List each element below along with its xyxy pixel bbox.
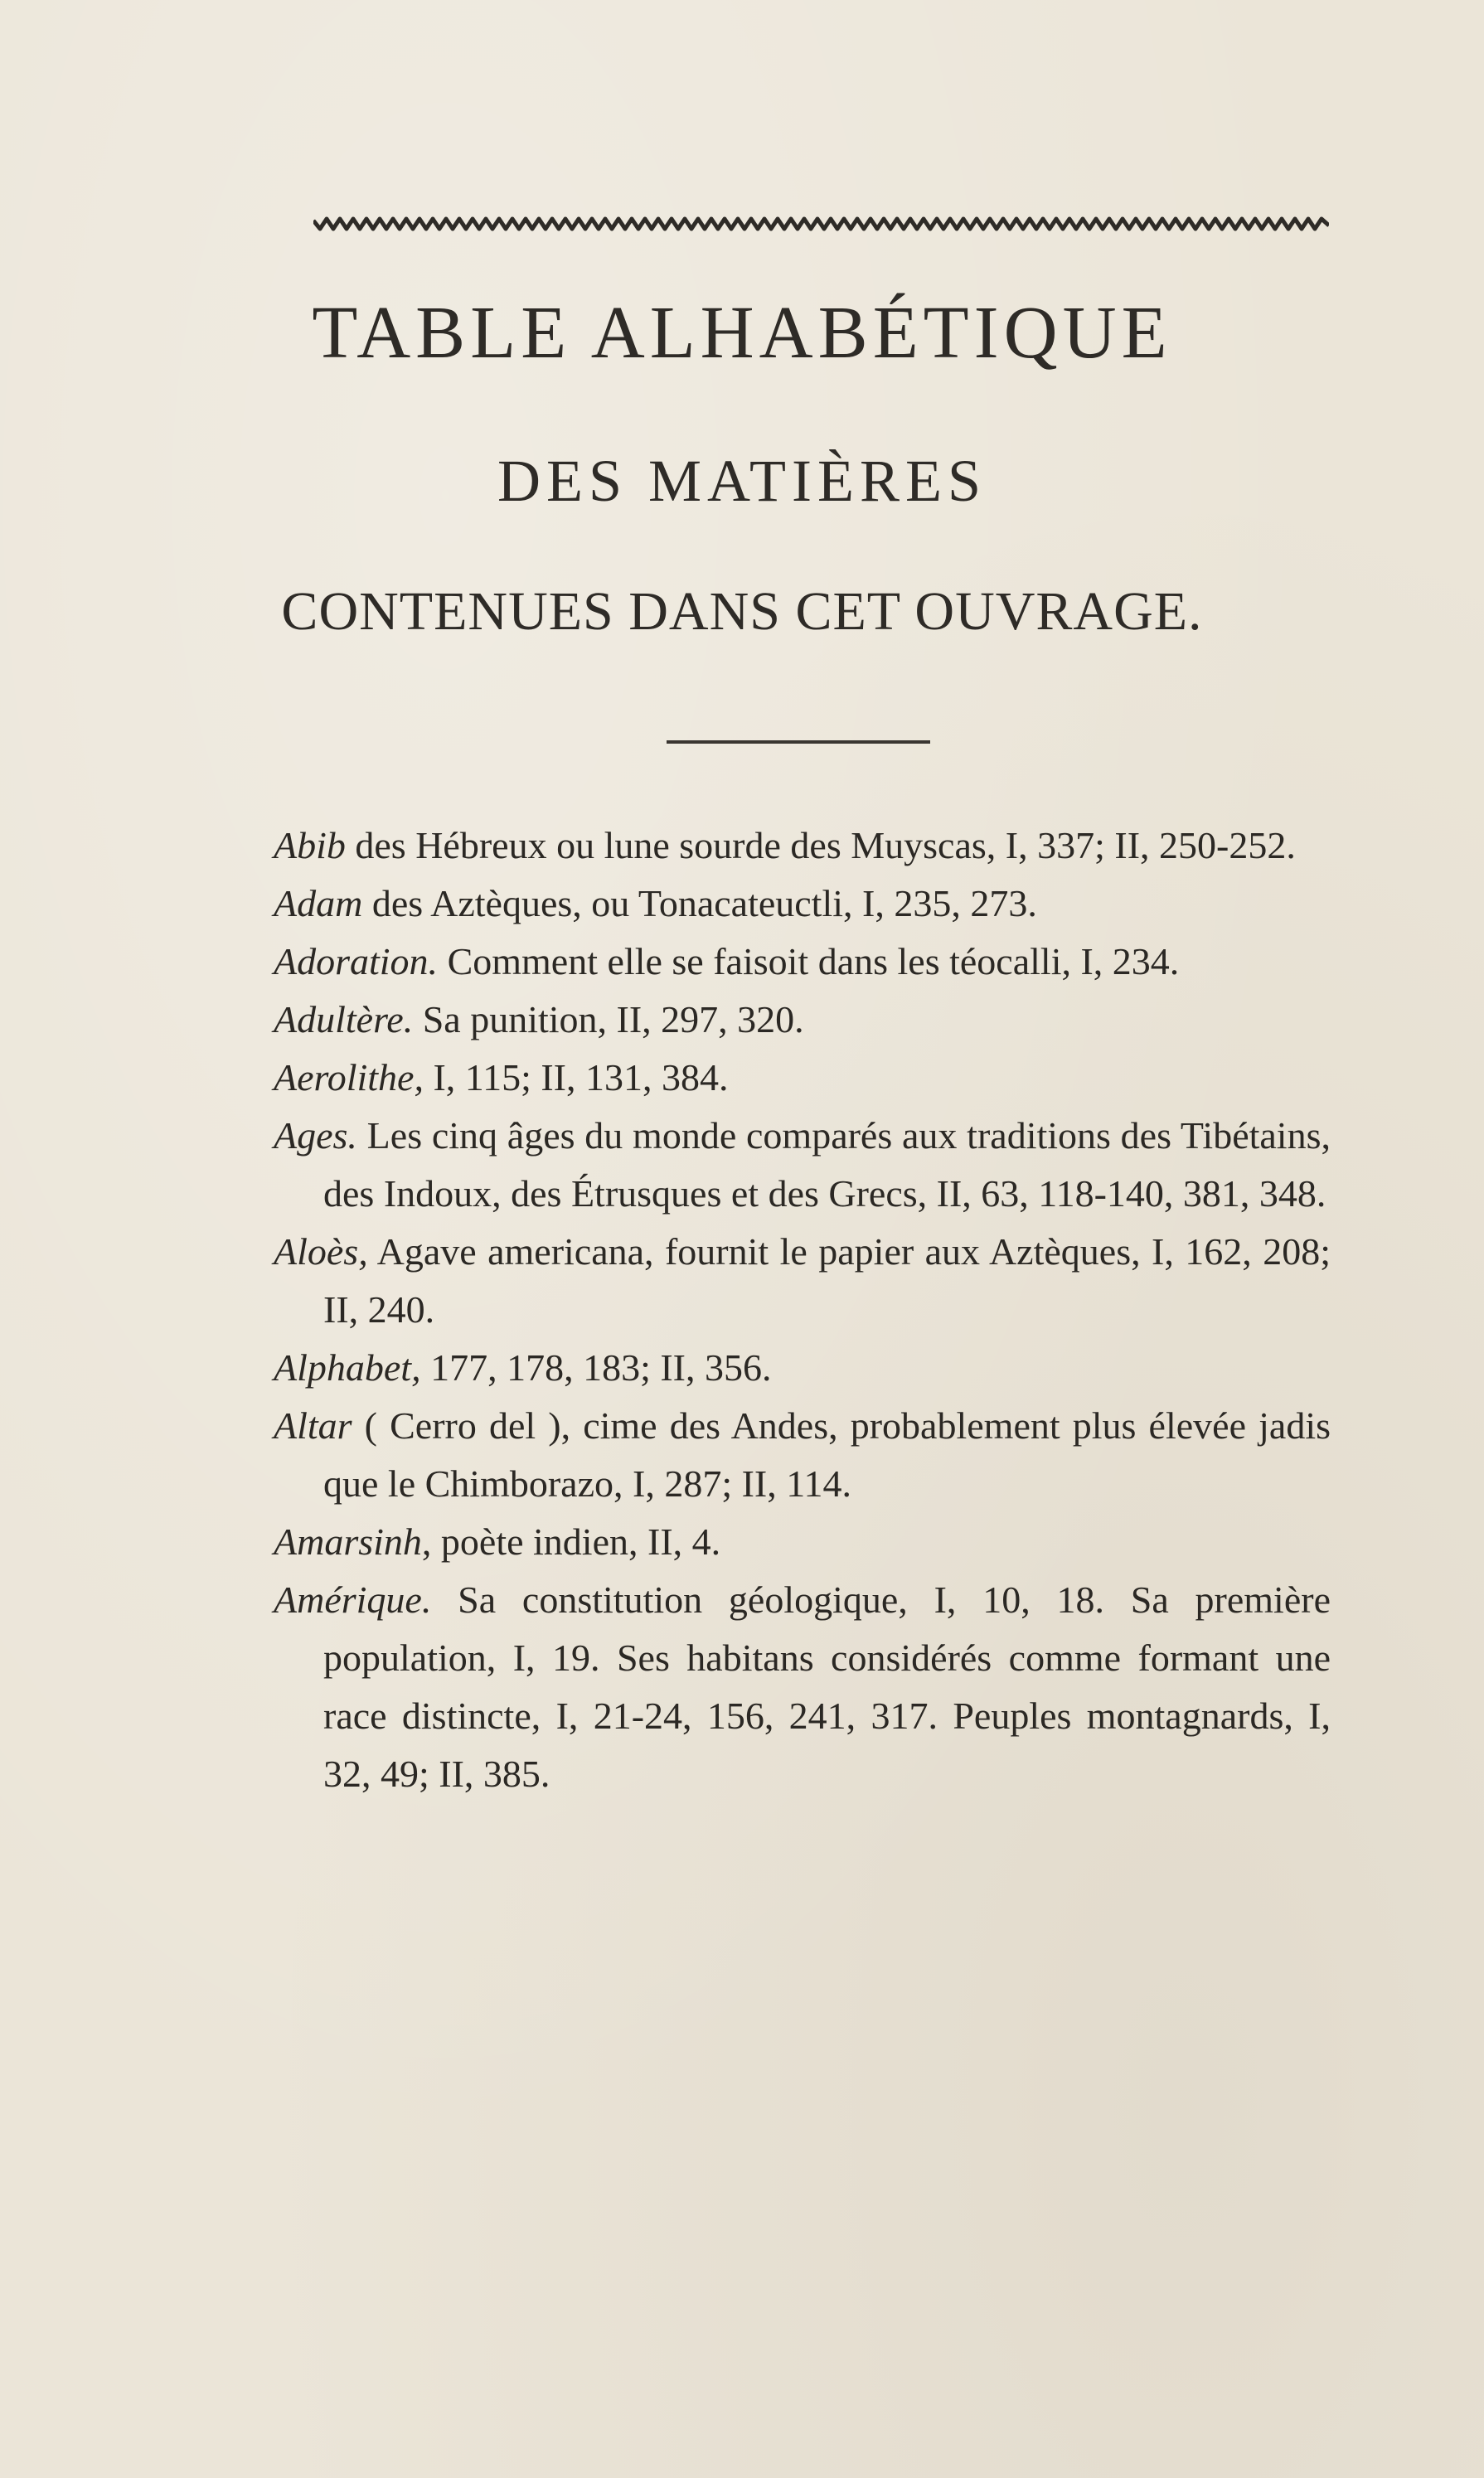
page-subtitle-secondary: CONTENUES DANS CET OUVRAGE. <box>281 581 1203 642</box>
index-entry <box>274 817 1331 875</box>
entry-text: Sa punition, II, 297, 320. <box>413 998 804 1040</box>
entry-text: I, 115; II, 131, 384. <box>423 1056 729 1098</box>
entry-heading: Aloès, <box>274 1230 368 1273</box>
entry-heading: Altar <box>274 1404 352 1447</box>
index-entry <box>274 933 1331 991</box>
index-entry <box>274 875 1331 933</box>
entry-heading: Alphabet, <box>274 1346 421 1389</box>
ornamental-rule <box>313 214 1329 234</box>
entry-heading: Aerolithe, <box>274 1056 424 1098</box>
index-entry <box>274 991 1331 1049</box>
entry-heading: Amérique. <box>274 1578 432 1621</box>
index-entries <box>274 817 1331 1803</box>
entry-heading: Amarsinh <box>274 1520 422 1563</box>
entry-text: Agave americana, fournit le papier aux Aztèques, I, 162, 208; II, 240. <box>323 1230 1331 1331</box>
entry-text: Les cinq âges du monde comparés aux traditions des Tibétains, des Indoux, des Étrusques et des Grecs, II, 63, 118-140, 381, 348. <box>323 1114 1331 1215</box>
entry-heading: Adoration. <box>274 940 439 982</box>
entry-heading: Abib <box>274 824 346 866</box>
page-title: TABLE ALHABÉTIQUE <box>312 292 1172 374</box>
page-subtitle: DES MATIÈRES <box>497 448 987 514</box>
entry-text: des Aztèques, ou Tonacateuctli, I, 235, 273. <box>362 882 1037 924</box>
entry-heading: Adam <box>274 882 363 924</box>
index-entry <box>274 1339 1331 1397</box>
entry-heading: Adultère. <box>274 998 414 1040</box>
divider <box>667 740 930 744</box>
entry-text: 177, 178, 183; II, 356. <box>420 1346 772 1389</box>
entry-text: ( Cerro del ), cime des Andes, probablement plus élevée jadis que le Chimborazo, I, 287; II, 114. <box>323 1404 1331 1505</box>
entry-text: des Hébreux ou lune sourde des Muyscas, I, 337; II, 250-252. <box>345 824 1296 866</box>
entry-text: , poète indien, II, 4. <box>421 1520 721 1563</box>
index-entry <box>274 1513 1331 1571</box>
index-entry <box>274 1223 1331 1339</box>
entry-text: Sa constitution géologique, I, 10, 18. Sa première population, I, 19. Ses habitans considérés comme formant une race distincte, I, 21-24, 156, 241, 317. Peuples montagnards, I, 32, 49; II, 385. <box>323 1578 1331 1795</box>
index-entry <box>274 1571 1331 1803</box>
entry-text: Comment elle se faisoit dans les téocalli, I, 234. <box>438 940 1180 982</box>
entry-heading: Ages. <box>274 1114 357 1157</box>
index-entry <box>274 1049 1331 1107</box>
index-entry <box>274 1107 1331 1223</box>
index-entry <box>274 1397 1331 1513</box>
